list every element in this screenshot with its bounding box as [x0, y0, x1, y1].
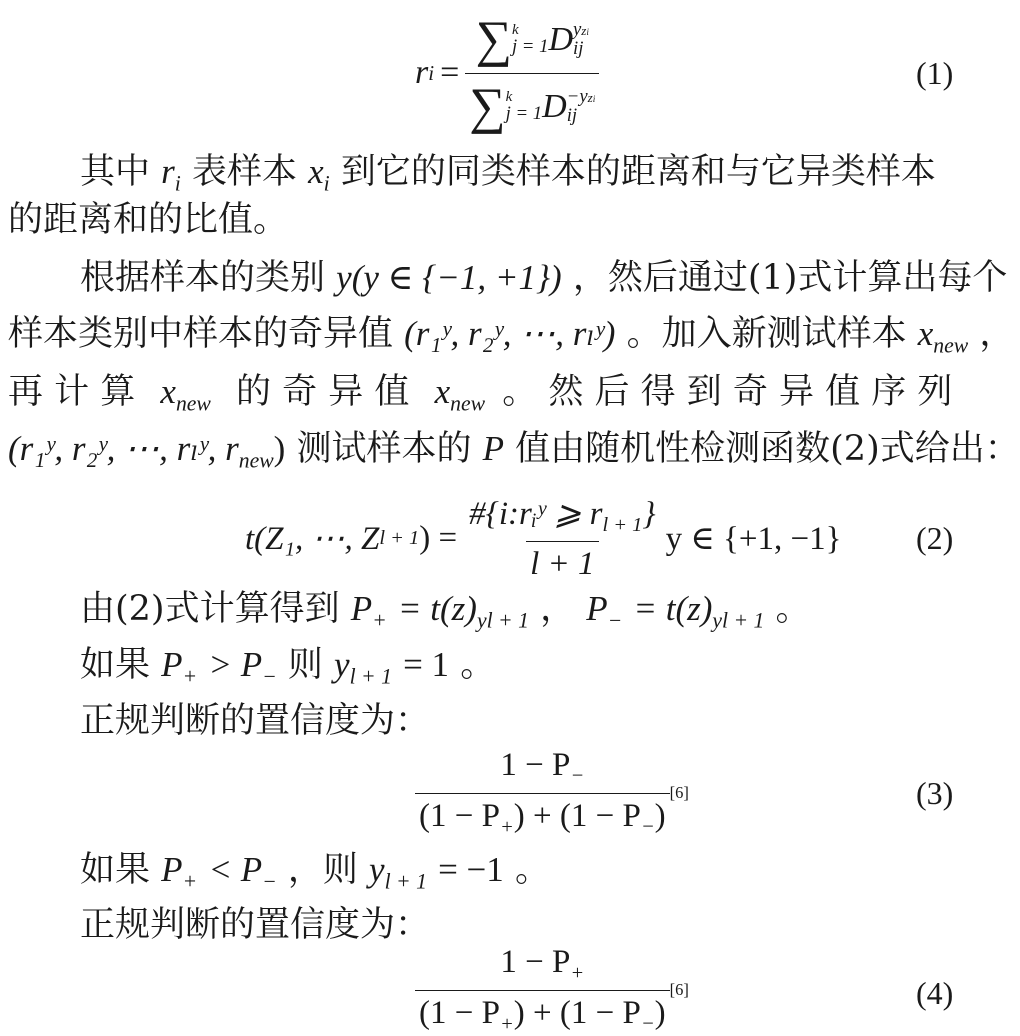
eq4-den-sub1: +: [499, 1012, 514, 1035]
para2-l4-text-a: 测试样本的: [296, 429, 472, 469]
eq1-num-sup-i: i: [586, 27, 589, 38]
para2-l3-x-sub: new: [175, 391, 211, 416]
if1-p1: P: [161, 645, 183, 684]
eq4-numerator: [496, 944, 588, 989]
eq2-fraction: [465, 493, 659, 583]
para2-l2-text-c: ，: [979, 314, 1015, 354]
para2-l3-text-b: 的 奇 异 值: [236, 372, 410, 412]
p-minus-sub: −: [607, 608, 623, 633]
equation-2: [245, 493, 841, 583]
if1-s2: −: [262, 664, 277, 689]
p-minus-var: P: [586, 589, 608, 628]
eq1-numerator: [472, 11, 593, 73]
eq1-den-scripts: [566, 85, 596, 126]
para2-line1: [80, 256, 1007, 300]
if1-op: > P: [208, 645, 263, 684]
eq1-num-sum-bottom: j = 1: [511, 35, 549, 57]
p-line-end: 。: [775, 589, 811, 629]
eq2-num-text: #{i:rᵢʸ ⩾ r: [469, 495, 603, 532]
eq1-den-sup-i: i: [592, 94, 596, 105]
para1-text-c: 到它的同类样本的距离和与它异类样本: [340, 152, 936, 192]
para2-l4-math-sub: new: [238, 448, 274, 473]
eq2-tail: y ∈ {+1, −1}: [665, 521, 842, 557]
eq3-numerator: [496, 747, 588, 792]
eq1-lhs-var: r: [415, 54, 429, 91]
para1-r-var: r: [161, 152, 175, 191]
if1-y-sub: l + 1: [349, 664, 392, 689]
eq4-den-mid: ) + (1 − P: [513, 994, 641, 1031]
p-line-eq-a: = t(z): [397, 589, 477, 628]
eq1-num-sub: ij: [573, 37, 584, 59]
eq3-citation: [6]: [669, 783, 689, 802]
eq1-num-sup-z: z: [581, 22, 587, 38]
para1-text-a: 其中: [80, 152, 151, 192]
para2-line2: [8, 312, 1014, 368]
para1-x-var: x: [308, 152, 324, 191]
para2-l4-p-var: P: [482, 429, 505, 468]
para1-r-sub: i: [174, 171, 181, 196]
para2-l3-text-a: 再 计 算: [8, 372, 136, 412]
eq3-den-sub2: −: [640, 815, 655, 838]
equation-4: [415, 944, 689, 1035]
p-plus-var: P: [350, 589, 373, 628]
eq4-den-close: ): [654, 994, 666, 1031]
if2-s2: −: [262, 869, 277, 894]
para1-line2: 的距离和的比值。: [8, 200, 289, 240]
if1-end: 。: [460, 645, 496, 685]
eq1-num-base: D: [548, 20, 573, 58]
eq2-lhs-sub: l + 1: [379, 526, 420, 549]
eq3-num-text: 1 − P: [500, 747, 571, 784]
p-plus-sub: +: [372, 608, 387, 633]
eq3-fraction: [415, 747, 670, 838]
p-line-eq-b: = t(z): [633, 589, 713, 628]
para2-l3-text-c: 。 然 后 得 到 奇 异 值 序 列: [502, 372, 953, 412]
p-line-text-a: 由(2)式计算得到: [80, 589, 340, 629]
eq1-equals: =: [440, 54, 460, 91]
if2-text-a: 如果: [80, 850, 151, 890]
eq1-num-sup-y: y: [573, 18, 582, 40]
if2-val: = −1: [438, 850, 504, 889]
eq4-den-a: (1 − P: [419, 994, 500, 1031]
eq1-den-base: D: [542, 87, 567, 125]
equation-2-number: (2): [916, 520, 954, 556]
equation-4-number: (4): [916, 975, 954, 1011]
para2-l1-text-a: 根据样本的类别: [80, 258, 326, 298]
para2-l3-x-var: x: [160, 372, 176, 411]
eq1-num-sup: [573, 18, 589, 40]
eq2-lhs-close: ) =: [419, 519, 458, 556]
eq1-den-limits: [506, 90, 543, 124]
eq1-den-sup-y: −y: [566, 85, 588, 107]
eq1-den-sup: [566, 85, 596, 107]
eq2-num-sub: l + 1: [602, 514, 643, 537]
eq4-denominator: [415, 990, 670, 1036]
para2-line4: [8, 427, 1020, 483]
eq1-num-scripts: [573, 18, 589, 59]
eq3-den-sub1: +: [499, 815, 514, 838]
eq1-den-sum: ∑: [469, 78, 506, 135]
if-line-2: [80, 848, 550, 904]
if2-text-b: ，则: [287, 850, 358, 890]
para2-line3: [8, 370, 952, 426]
para2-l2-math: (r₁ʸ, r₂ʸ, ⋯, rₗʸ): [404, 314, 616, 353]
para2-l2-x-sub: new: [933, 333, 969, 358]
p-line-sub-b: yl + 1: [712, 608, 765, 633]
confidence-label-1: 正规判断的置信度为：: [80, 701, 431, 741]
if1-val: = 1: [403, 645, 450, 684]
eq2-numerator: [465, 493, 659, 541]
para2-l3-x2-var: x: [434, 372, 451, 411]
para2-l4-math-close: ): [273, 429, 286, 468]
if1-text-b: 则: [287, 645, 323, 685]
if1-text-a: 如果: [80, 645, 151, 685]
eq4-num-sub: +: [570, 962, 585, 985]
eq2-denominator: l + 1: [526, 541, 598, 583]
eq1-num-sum: ∑: [475, 11, 512, 68]
if-line-1: [80, 643, 495, 699]
para2-l2-text-b: 。加入新测试样本: [626, 314, 907, 354]
para2-l2-text-a: 样本类别中样本的奇异值: [8, 314, 394, 354]
if2-op: < P: [208, 850, 263, 889]
eq4-den-sub2: −: [640, 1012, 655, 1035]
if2-p1: P: [161, 850, 183, 889]
if2-s1: +: [182, 869, 198, 894]
eq1-den-sum-top: k: [505, 88, 513, 105]
p-line-mid: ，: [540, 589, 576, 629]
if1-y: y: [334, 645, 350, 684]
eq3-den-close: ): [654, 797, 666, 834]
equation-3-number: (3): [916, 775, 954, 811]
if2-y: y: [369, 850, 385, 889]
p-compute-line: [80, 587, 811, 643]
eq1-den-sum-bottom: j = 1: [505, 102, 543, 124]
if2-end: 。: [514, 850, 550, 890]
eq4-num-text: 1 − P: [500, 944, 571, 981]
para2-l3-x2-sub: new: [450, 391, 486, 416]
eq4-fraction: [415, 944, 670, 1035]
eq1-fraction: [465, 11, 599, 136]
para1-text-b: 表样本: [191, 152, 297, 192]
eq3-denominator: [415, 793, 670, 839]
para2-l1-math: y(y ∈ {−1, +1}): [336, 258, 562, 297]
eq3-den-mid: ) + (1 − P: [513, 797, 641, 834]
if2-y-sub: l + 1: [384, 869, 427, 894]
para2-l1-text-b: ，然后通过(1)式计算出每个: [572, 258, 1008, 298]
eq2-num-close: }: [642, 495, 656, 532]
para2-l4-math: (r₁ʸ, r₂ʸ, ⋯, rₗʸ, r: [8, 429, 239, 468]
eq1-den-sup-z: z: [587, 89, 593, 105]
eq1-num-sum-top: k: [511, 21, 519, 38]
confidence-label-2: 正规判断的置信度为：: [80, 905, 431, 945]
equation-1-number: (1): [916, 55, 954, 91]
equation-3: [415, 748, 689, 838]
para2-l2-x-var: x: [917, 314, 934, 353]
eq1-den-sub: ij: [566, 104, 578, 126]
eq4-citation: [6]: [669, 980, 689, 999]
para2-l4-text-b: 值由随机性检测函数(2)式给出：: [515, 429, 1020, 469]
equation-1: [415, 8, 599, 138]
para1-x-sub: i: [323, 171, 330, 196]
eq2-lhs: t(Z₁, ⋯, Z: [245, 521, 380, 557]
eq3-den-a: (1 − P: [419, 797, 500, 834]
eq3-num-sub: −: [570, 765, 585, 788]
if1-s1: +: [182, 664, 198, 689]
eq1-denominator: [465, 73, 599, 136]
eq1-num-limits: [512, 23, 549, 57]
p-line-sub-a: yl + 1: [476, 608, 529, 633]
eq1-lhs-sub: i: [428, 60, 435, 85]
